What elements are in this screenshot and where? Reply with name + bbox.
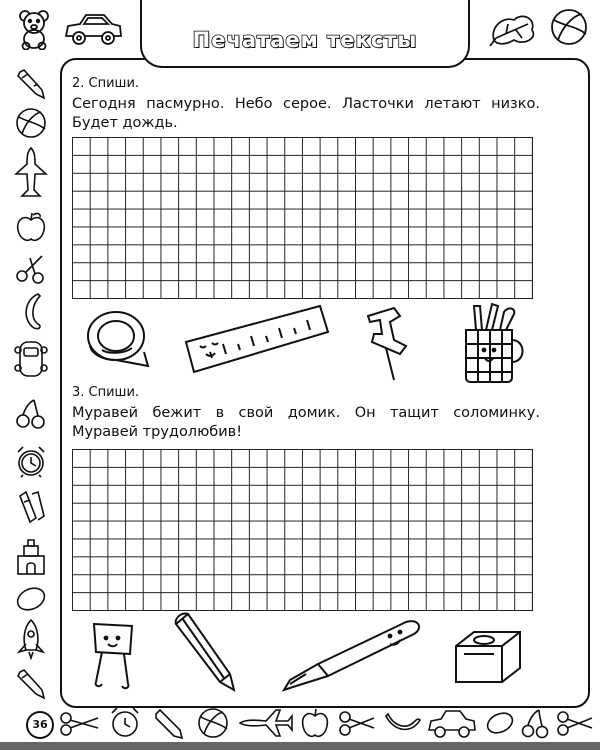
- task-3-number: 3. Спиши.: [72, 385, 140, 400]
- crayon-icon: [14, 666, 48, 700]
- scissors-icon: [14, 252, 48, 286]
- ball-icon: [196, 706, 230, 740]
- crayons-icon: [14, 488, 48, 528]
- title-tab: [140, 0, 470, 68]
- pencil-icon: [170, 610, 240, 694]
- banana-icon: [382, 706, 422, 740]
- push-pin-icon: [360, 304, 420, 384]
- task-2-number: 2. Спиши.: [72, 76, 140, 91]
- banana-icon: [14, 290, 48, 332]
- cherries-icon: [14, 396, 48, 430]
- binder-clip-icon: [86, 620, 140, 690]
- toy-car-icon: [14, 338, 48, 382]
- footer-bar: [0, 742, 600, 750]
- toy-car-icon: [426, 706, 478, 740]
- alarm-clock-icon: [108, 706, 142, 740]
- ruler-icon: [182, 300, 332, 380]
- scissors-icon: [58, 706, 102, 740]
- ball-icon: [548, 6, 590, 48]
- apple-icon: [300, 706, 330, 740]
- fountain-pen-icon: [278, 612, 428, 694]
- airplane-icon: [238, 706, 294, 740]
- page-title: Печатаем тексты: [192, 28, 418, 52]
- alarm-clock-icon: [14, 444, 48, 478]
- pencil-cup-icon: [460, 300, 532, 384]
- teddy-bear-icon: [12, 6, 56, 50]
- scissors-icon: [338, 706, 376, 740]
- ball-icon: [14, 106, 48, 140]
- cherries-icon: [520, 706, 552, 740]
- crayon-icon: [152, 706, 186, 740]
- scissors-icon: [556, 706, 594, 740]
- lemon-icon: [14, 582, 48, 616]
- autumn-leaf-icon: [484, 8, 542, 48]
- crayon-icon: [14, 66, 48, 100]
- tape-roll-icon: [82, 306, 154, 370]
- page-number: 36: [26, 711, 54, 739]
- task-3-text: Муравей бежит в свой домик. Он тащит соломинку. Муравей трудолюбив!: [72, 405, 540, 440]
- writing-grid-task-2[interactable]: [72, 137, 533, 299]
- toy-car-icon: [62, 10, 124, 48]
- apple-icon: [14, 210, 48, 244]
- task-2-text: Сегодня пасмурно. Небо серое. Ласточки летают низко. Будет дождь.: [72, 96, 540, 131]
- castle-icon: [14, 538, 48, 578]
- writing-grid-task-3[interactable]: [72, 449, 533, 611]
- sharpener-icon: [450, 624, 526, 686]
- lemon-icon: [484, 706, 516, 740]
- airplane-icon: [14, 146, 48, 202]
- rocket-icon: [14, 618, 48, 660]
